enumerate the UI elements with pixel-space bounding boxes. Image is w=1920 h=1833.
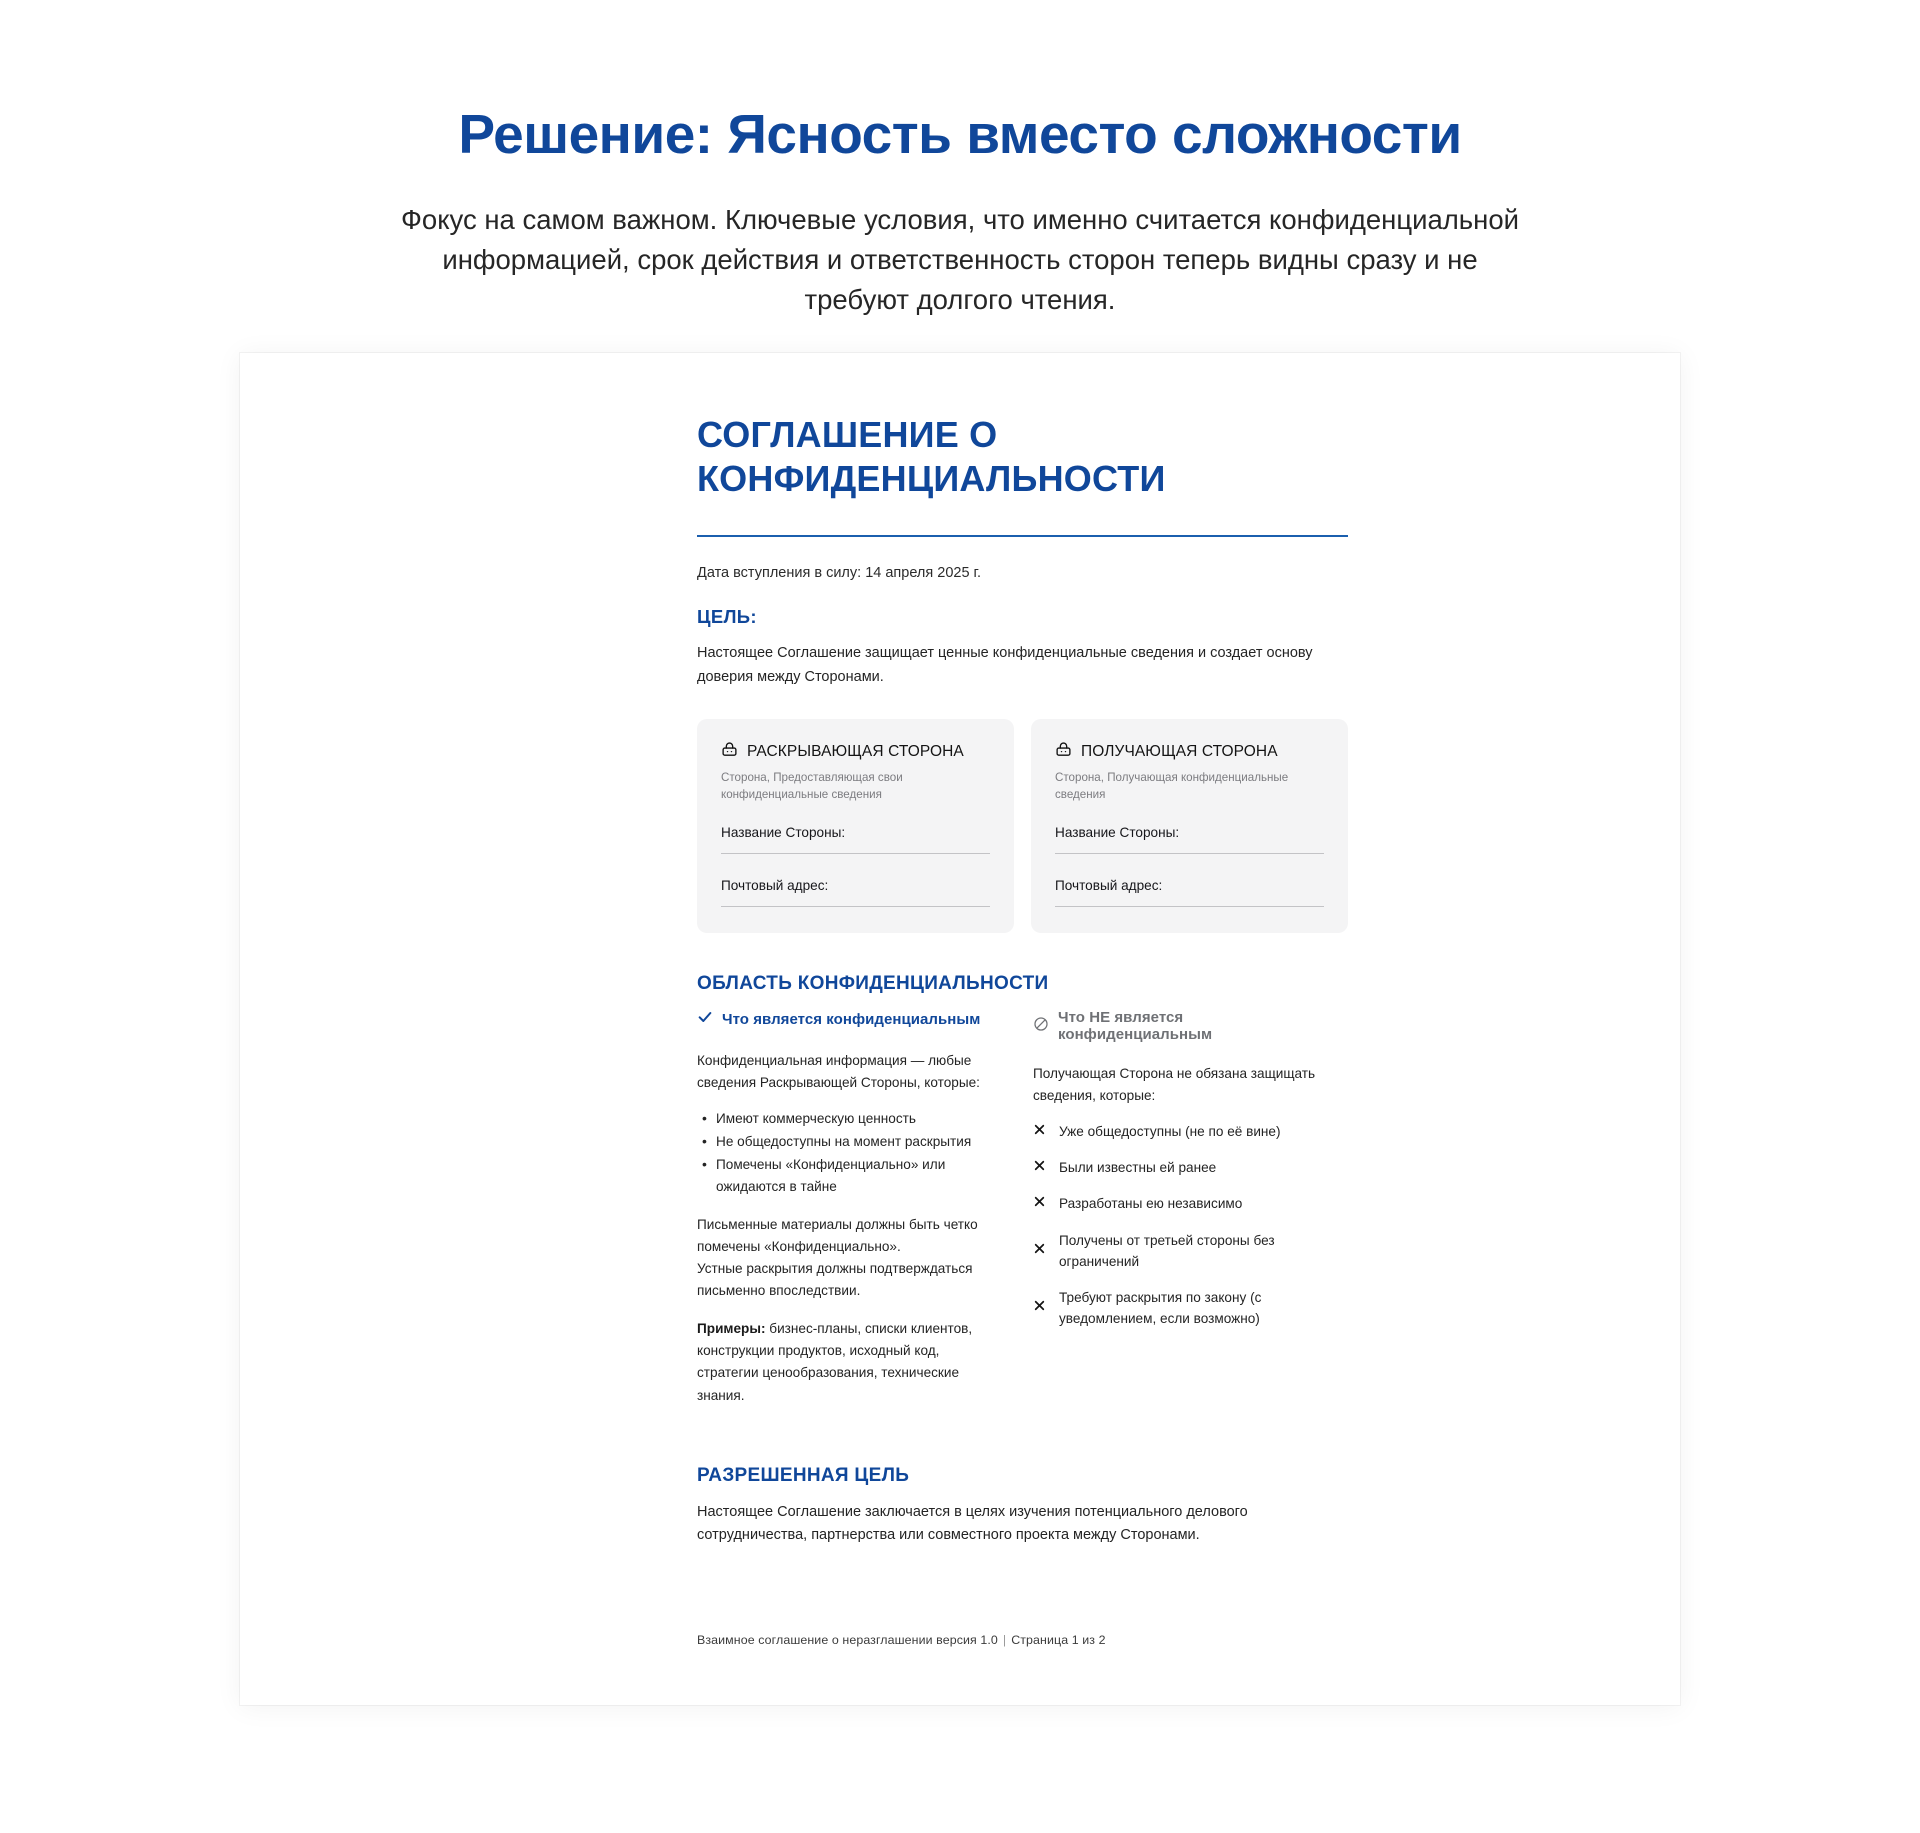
- document-title: СОГЛАШЕНИЕ О КОНФИДЕНЦИАЛЬНОСТИ: [697, 413, 1166, 499]
- x-icon: [1033, 1123, 1046, 1141]
- party-header: [721, 741, 990, 763]
- permitted-purpose-section: [697, 1465, 1348, 1548]
- included-bullet-list: [697, 1108, 997, 1198]
- permitted-purpose-heading: РАЗРЕШЕННАЯ ЦЕЛЬ: [697, 1464, 910, 1486]
- page-title: Решение: Ясность вместо сложности: [458, 103, 1462, 165]
- lock-icon: [1055, 741, 1072, 763]
- examples-label: Примеры:: [697, 1321, 766, 1337]
- list-item: • Не общедоступны на момент раскрытия: [716, 1131, 997, 1153]
- note-line: помечены «Конфиденциально».: [697, 1239, 901, 1255]
- document-preview-wrapper: [240, 353, 1680, 1706]
- party-name-field-label: Название Стороны:: [1055, 825, 1180, 841]
- list-item-label: Были известны ей ранее: [1059, 1160, 1217, 1176]
- note-line: Устные раскрытия должны подтверждаться: [697, 1261, 973, 1277]
- check-icon: [697, 1009, 713, 1030]
- excluded-heading: Что НЕ является конфиденциальным: [1058, 1009, 1213, 1044]
- list-item: [1033, 1287, 1333, 1329]
- list-item-label: Требуют раскрытия по закону (с уведомлением, если возможно): [1059, 1289, 1262, 1326]
- party-address-field-line[interactable]: [721, 906, 990, 907]
- footer-page-number: Страница 1 из 2: [1011, 1633, 1106, 1648]
- document-footer: [697, 1633, 1497, 1705]
- x-icon: [1033, 1299, 1046, 1317]
- included-header: [697, 1009, 997, 1030]
- x-icon: [1033, 1159, 1046, 1177]
- party-description: Сторона, Предоставляющая свои конфиденциальные сведения: [721, 771, 903, 801]
- page-subtitle: Фокус на самом важном. Ключевые условия, что именно считается конфиденциальной информацией, срок действия и ответственность сторон теперь видны сразу и не требуют долгого чтения.: [401, 203, 1519, 316]
- hero-section: [0, 0, 1920, 321]
- footer-version: Взаимное соглашение о неразглашении версия 1.0: [697, 1633, 998, 1648]
- list-item: [1033, 1193, 1333, 1214]
- excluded-list: [1033, 1121, 1333, 1328]
- included-examples: [697, 1318, 997, 1406]
- list-item: [1033, 1230, 1333, 1272]
- excluded-header: [1033, 1009, 1333, 1043]
- parties-row: [697, 719, 1348, 933]
- note-line: письменно впоследствии.: [697, 1283, 861, 1299]
- list-item-label: Получены от третьей стороны без ограничений: [1059, 1232, 1275, 1269]
- scope-column-excluded: [1033, 1009, 1333, 1420]
- title-divider: [697, 535, 1348, 537]
- confidentiality-scope-section: [697, 973, 1348, 1420]
- list-item: [1033, 1121, 1333, 1142]
- party-card-disclosing: [697, 719, 1014, 933]
- party-address-field-label: Почтовый адрес:: [721, 878, 829, 894]
- included-heading: Что является конфиденциальным: [722, 1011, 981, 1029]
- ban-icon: [1033, 1016, 1049, 1037]
- footer-separator: |: [1002, 1633, 1007, 1648]
- included-note: [697, 1214, 997, 1302]
- list-item: [1033, 1157, 1333, 1178]
- excluded-intro: Получающая Сторона не обязана защищать сведения, которые:: [1033, 1066, 1316, 1104]
- party-address-field-label: Почтовый адрес:: [1055, 878, 1163, 894]
- party-name-field-line[interactable]: [1055, 853, 1324, 854]
- examples-text: бизнес-планы, списки клиентов, конструкции продуктов, исходный код, стратегии ценообразования, технические знания.: [697, 1321, 973, 1403]
- scope-heading: ОБЛАСТЬ КОНФИДЕНЦИАЛЬНОСТИ: [697, 973, 1049, 995]
- included-intro: Конфиденциальная информация — любые сведения Раскрывающей Стороны, которые:: [697, 1053, 980, 1091]
- lock-icon: [721, 741, 738, 763]
- purpose-heading: ЦЕЛЬ:: [697, 606, 757, 628]
- permitted-purpose-text: Настоящее Соглашение заключается в целях изучения потенциального делового сотрудничества, партнерства или совместного проекта между Сторонами.: [697, 1503, 1248, 1543]
- list-item-label: Разработаны ею независимо: [1059, 1196, 1243, 1212]
- document-page: [240, 353, 1680, 1706]
- scope-column-included: [697, 1009, 997, 1420]
- party-name-field-label: Название Стороны:: [721, 825, 846, 841]
- party-header: [1055, 741, 1324, 763]
- party-address-field-line[interactable]: [1055, 906, 1324, 907]
- note-line: Письменные материалы должны быть четко: [697, 1217, 978, 1233]
- list-item: • Помечены «Конфиденциально» или ожидаются в тайне: [716, 1154, 997, 1198]
- purpose-text: Настоящее Соглашение защищает ценные конфиденциальные сведения и создает основу доверия между Сторонами.: [697, 645, 1313, 685]
- effective-date: Дата вступления в силу: 14 апреля 2025 г.: [697, 564, 982, 581]
- list-item: • Имеют коммерческую ценность: [716, 1108, 997, 1130]
- party-card-receiving: [1031, 719, 1348, 933]
- x-icon: [1033, 1242, 1046, 1260]
- party-label: РАСКРЫВАЮЩАЯ СТОРОНА: [747, 743, 964, 761]
- party-name-field-line[interactable]: [721, 853, 990, 854]
- x-icon: [1033, 1195, 1046, 1213]
- party-description: Сторона, Получающая конфиденциальные сведения: [1055, 771, 1289, 801]
- party-label: ПОЛУЧАЮЩАЯ СТОРОНА: [1081, 743, 1278, 761]
- list-item-label: Уже общедоступны (не по её вине): [1059, 1124, 1281, 1140]
